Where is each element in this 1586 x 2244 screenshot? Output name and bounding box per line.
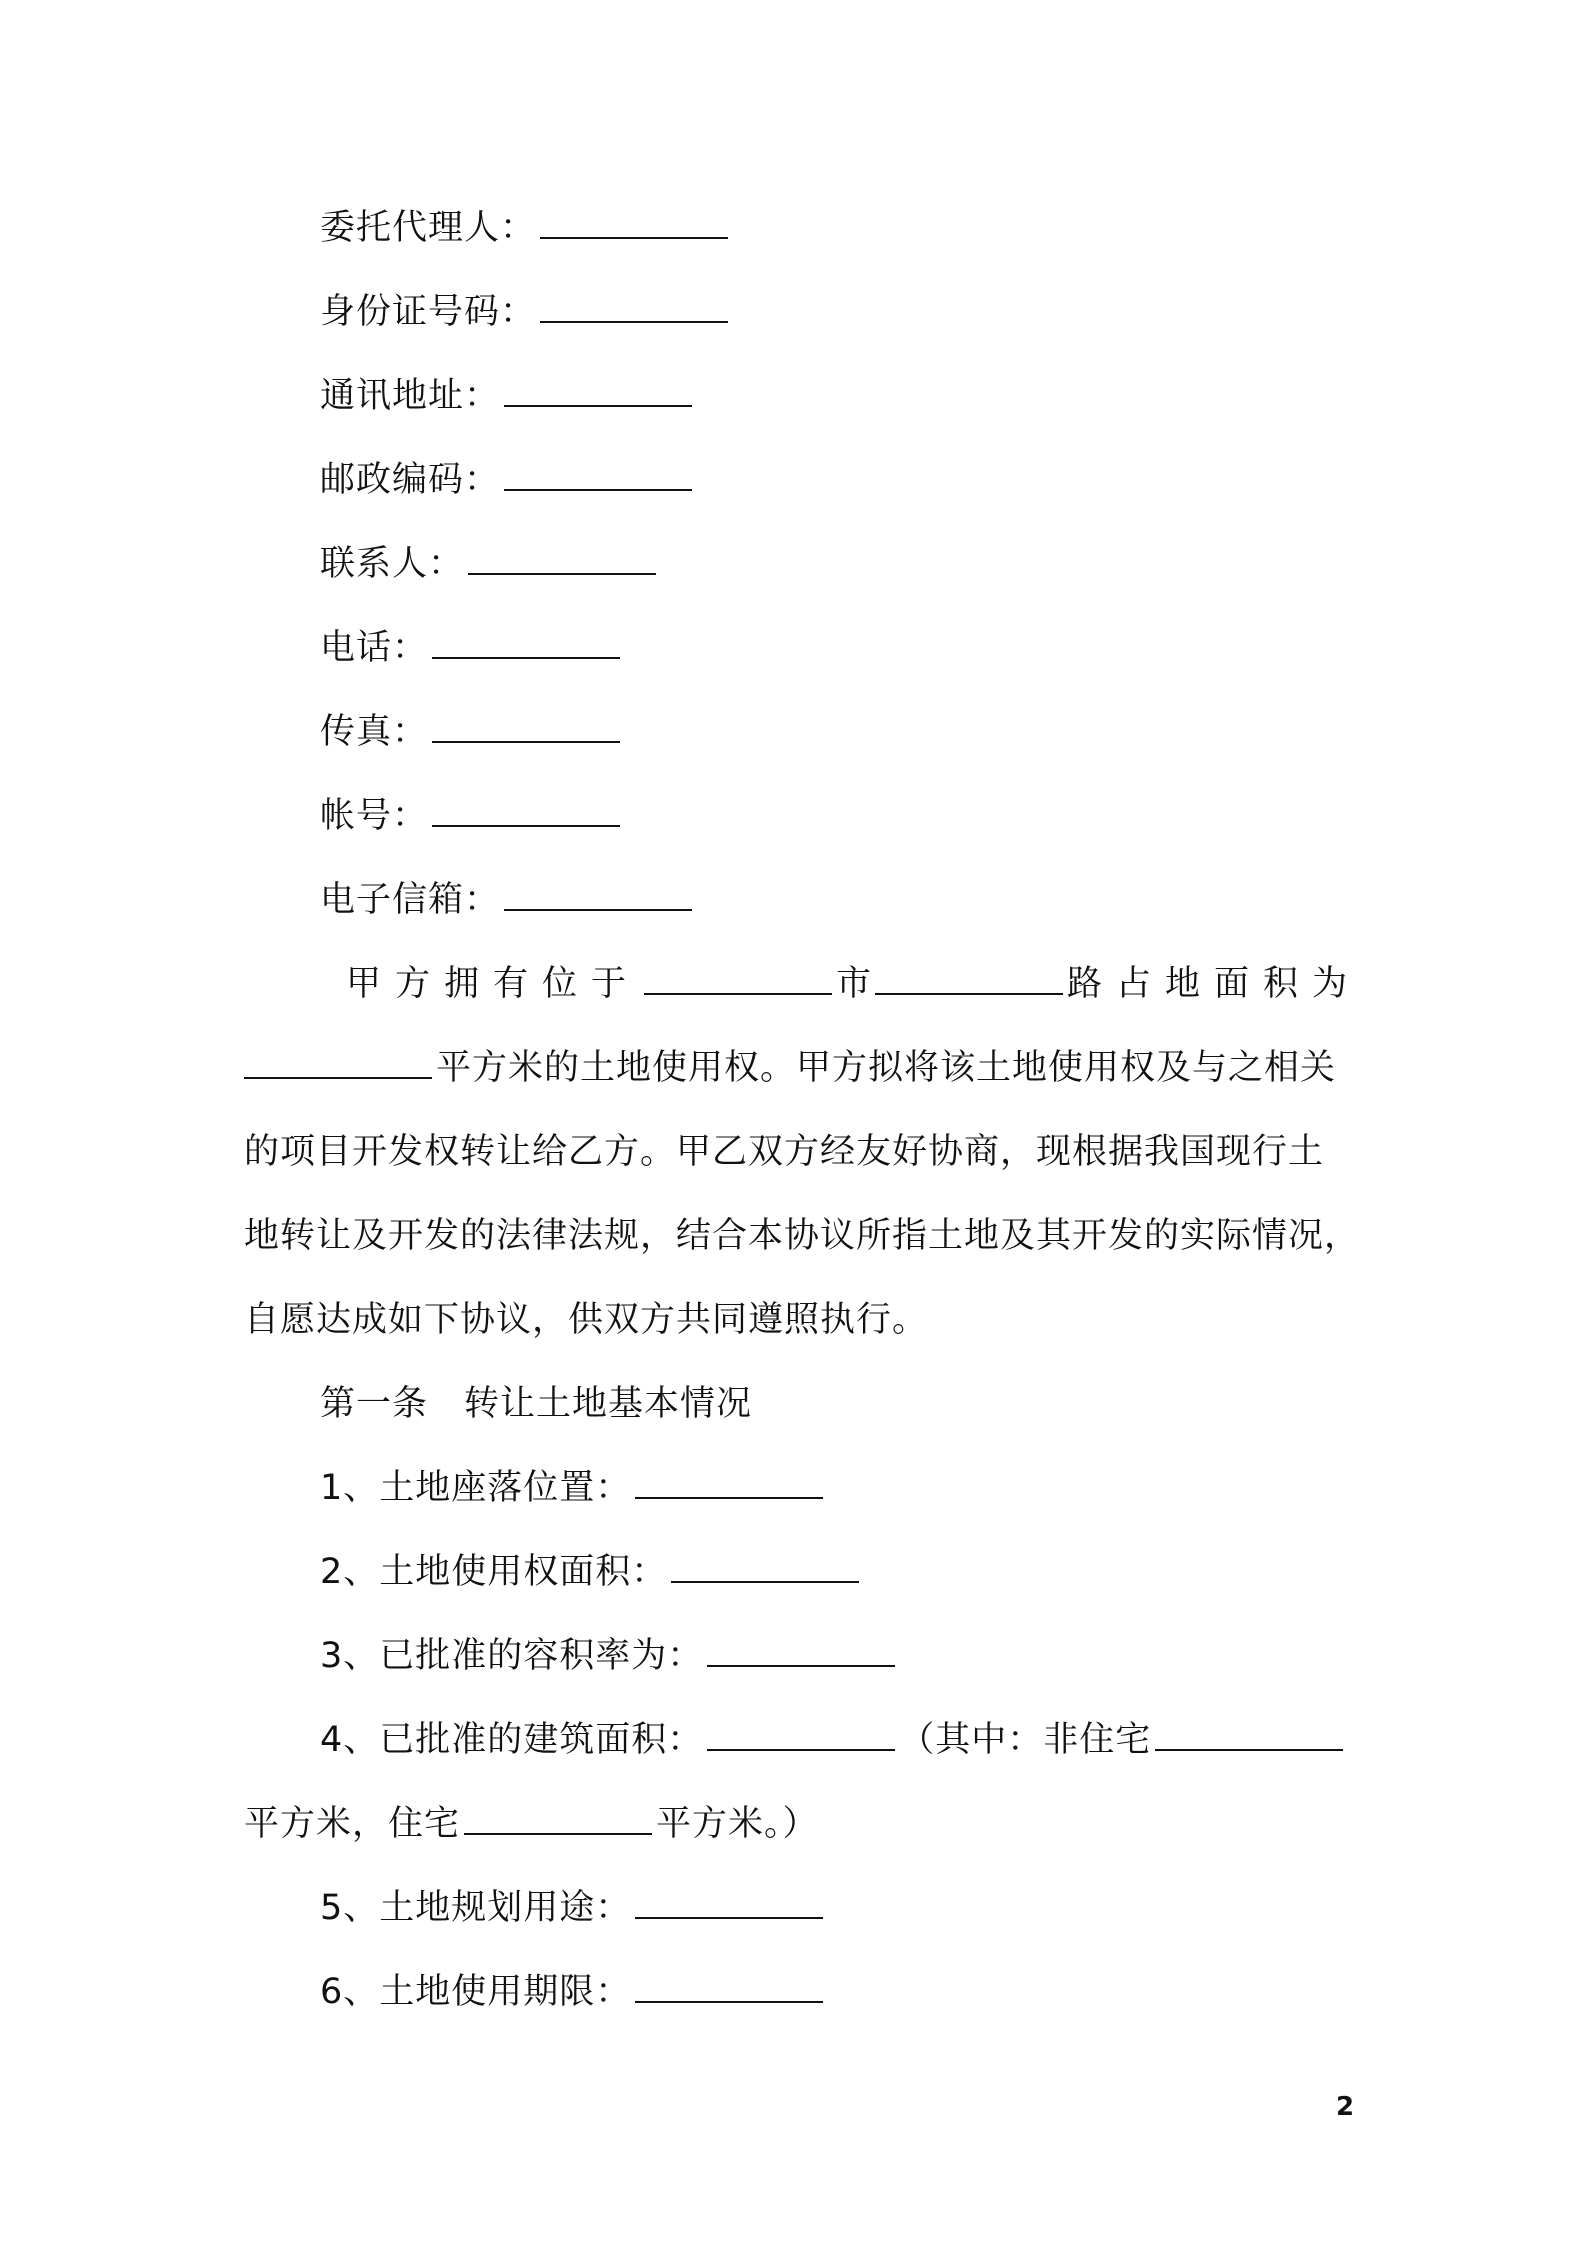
field-label: 身份证号码： [320,292,537,332]
field-email [320,878,696,922]
blank-line [671,1553,859,1583]
item-label: 4、已批准的建筑面积： [320,1720,704,1760]
item-3 [320,1634,899,1678]
field-label: 传真： [320,712,429,752]
item-text: 平方米，住宅 [244,1804,461,1844]
field-label: 联系人： [320,544,465,584]
blank-line [504,377,692,407]
item-1 [320,1466,827,1510]
item-text: 平方米。） [656,1804,819,1844]
intro-line-4: 地转让及开发的法律法规，结合本协议所指土地及其开发的实际情况， [244,1216,1361,1256]
blank-line [644,965,832,995]
blank-line [540,293,728,323]
field-label: 邮政编码： [320,460,501,500]
blank-line [875,965,1063,995]
intro-text: 路占地面积为 [1067,964,1362,1004]
field-fax [320,710,624,754]
blank-line [244,1049,432,1079]
field-id-number [320,290,732,334]
intro-line-1 [346,962,1360,1006]
intro-line-5: 自愿达成如下协议，供双方共同遵照执行。 [244,1300,929,1340]
field-label: 通讯地址： [320,376,501,416]
intro-line-3: 的项目开发权转让给乙方。甲乙双方经友好协商，现根据我国现行土 [244,1132,1325,1172]
item-5 [320,1886,827,1930]
blank-line [504,461,692,491]
item-label: 3、已批准的容积率为： [320,1636,704,1676]
field-postcode [320,458,696,502]
field-label: 帐号： [320,796,429,836]
item-6 [320,1970,827,2014]
item-4-continued [244,1802,819,1846]
blank-line [1155,1721,1343,1751]
field-phone [320,626,624,670]
blank-line [464,1805,652,1835]
field-contact [320,542,660,586]
field-address [320,374,696,418]
intro-text: 平方米的土地使用权。甲方拟将该土地使用权及与之相关 [436,1048,1337,1088]
item-2 [320,1550,863,1594]
field-agent [320,206,732,250]
item-label: 6、土地使用期限： [320,1972,632,2012]
blank-line [432,797,620,827]
field-label: 委托代理人： [320,208,537,248]
item-label: 2、土地使用权面积： [320,1552,668,1592]
field-label: 电话： [320,628,429,668]
item-4 [320,1718,1347,1762]
item-label: 5、土地规划用途： [320,1888,632,1928]
blank-line [635,1469,823,1499]
blank-line [468,545,656,575]
blank-line [432,629,620,659]
article-title: 第一条 转让土地基本情况 [320,1384,753,1424]
blank-line [432,713,620,743]
intro-line-2 [244,1046,1336,1090]
page-number: 2 [1336,2092,1355,2122]
blank-line [635,1889,823,1919]
blank-line [635,1973,823,2003]
item-label: 1、土地座落位置： [320,1468,632,1508]
blank-line [707,1721,895,1751]
intro-text: 市 [836,964,872,1004]
intro-text: 甲方拥有位于 [346,964,641,1004]
blank-line [540,209,728,239]
item-text: （其中：非住宅 [899,1720,1152,1760]
field-account [320,794,624,838]
blank-line [707,1637,895,1667]
field-label: 电子信箱： [320,880,501,920]
blank-line [504,881,692,911]
